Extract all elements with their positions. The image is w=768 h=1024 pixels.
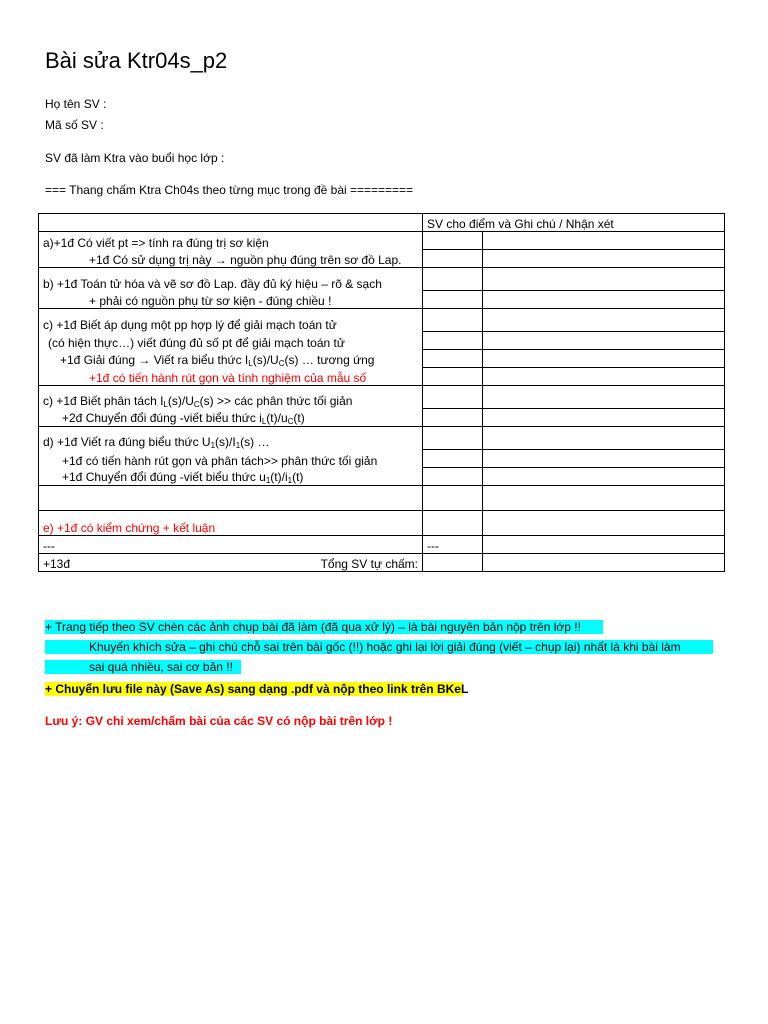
page-title: Bài sửa Ktr04s_p2 (45, 48, 228, 73)
score-cell[interactable] (423, 386, 483, 409)
criterion-c2: (có hiện thực…) viết đúng đủ số pt để giải mạch toán tử (39, 332, 423, 350)
comment-cell[interactable] (483, 409, 725, 427)
table-row (39, 427, 725, 450)
table-row (39, 511, 725, 536)
comment-cell[interactable] (483, 250, 725, 268)
criterion-c1: c) +1đ Biết áp dụng một pp hợp lý để giải mạch toán tử (39, 309, 423, 332)
criterion-d1: d) +1đ Viết ra đúng biểu thức $U_1(s)/I_1(s)$ … (39, 427, 423, 450)
table-row (39, 232, 725, 250)
comment-cell[interactable] (483, 427, 725, 450)
table-row (39, 450, 725, 468)
score-cell[interactable] (423, 368, 483, 386)
comment-cell[interactable] (483, 468, 725, 486)
student-id-label: Mã số SV : (45, 118, 104, 132)
table-row (39, 332, 725, 350)
score-cell[interactable] (423, 268, 483, 291)
max-total: +13đ (43, 557, 71, 571)
score-cell[interactable] (423, 250, 483, 268)
table-row (39, 291, 725, 309)
total-cell (39, 554, 423, 572)
note-insert-photos: + Trang tiếp theo SV chèn các ảnh chụp bài đã làm (đã qua xử lý) – là bài nguyên bản nộp trên lớp !! (45, 620, 603, 634)
criterion-a1: a)+1đ Có viết pt => tính ra đúng trị sơ kiện (39, 232, 423, 250)
score-cell[interactable] (423, 468, 483, 486)
score-cell[interactable] (423, 291, 483, 309)
comment-cell[interactable] (483, 511, 725, 536)
self-score-cell[interactable] (423, 554, 483, 572)
score-cell[interactable] (423, 427, 483, 450)
criterion-b1: b) +1đ Toán tử hóa và vẽ sơ đồ Lap. đầy đủ ký hiệu – rõ & sạch (39, 268, 423, 291)
score-cell[interactable] (423, 332, 483, 350)
score-cell[interactable] (423, 486, 483, 511)
criterion-d2: +1đ có tiến hành rút gọn và phân tách>> phân thức tối giản (39, 450, 423, 468)
total-row (39, 554, 725, 572)
score-cell[interactable] (423, 350, 483, 368)
criterion-c5: c) +1đ Biết phân tách $I_L(s)/U_C(s)$ >> các phân thức tối giản (39, 386, 423, 409)
comment-cell[interactable] (483, 232, 725, 250)
grading-scale-heading: === Thang chấm Ktra Ch04s theo từng mục trong đề bài ========= (45, 183, 414, 197)
note-encourage-correction: Khuyến khích sửa – ghi chú chỗ sai trên bài gốc (!!) hoặc ghi lại lời giải đúng (viết – chụp lại) nhất là khi bài làm (45, 640, 713, 654)
table-header-row (39, 214, 725, 232)
student-name-label: Họ tên SV : (45, 97, 107, 111)
score-cell[interactable] (423, 409, 483, 427)
separator-right: --- (423, 536, 483, 554)
table-row (39, 268, 725, 291)
criterion-c4: +1đ có tiến hành rút gọn và tính nghiệm của mẫu số (39, 368, 423, 386)
separator-left: --- (39, 536, 423, 554)
column-header: SV cho điểm và Ghi chú / Nhận xét (423, 214, 725, 232)
score-cell[interactable] (423, 511, 483, 536)
score-cell[interactable] (423, 232, 483, 250)
comment-cell[interactable] (483, 332, 725, 350)
criterion-c6: +2đ Chuyển đổi đúng -viết biểu thức $i_L(t)/u_C(t)$ (39, 409, 423, 427)
note-many-errors: sai quá nhiều, sai cơ bản !! (45, 660, 241, 674)
criterion-a2: +1đ Có sử dụng trị này → nguồn phụ đúng trên sơ đồ Lap. (39, 250, 423, 268)
score-cell[interactable] (423, 309, 483, 332)
grading-table (38, 213, 725, 572)
score-cell[interactable] (423, 450, 483, 468)
note-teacher-warning: Lưu ý: GV chỉ xem/chấm bài của các SV có nộp bài trên lớp ! (45, 714, 393, 728)
comment-cell[interactable] (483, 554, 725, 572)
note-save-as-pdf: + Chuyển lưu file này (Save As) sang dạng .pdf và nộp theo link trên BKeL (45, 682, 469, 696)
table-row (39, 486, 725, 511)
comment-cell[interactable] (483, 486, 725, 511)
table-row (39, 250, 725, 268)
criterion-e1: e) +1đ có kiểm chứng + kết luận (39, 511, 423, 536)
table-row (39, 468, 725, 486)
table-row (39, 386, 725, 409)
criterion-b2: + phải có nguồn phụ từ sơ kiện - đúng chiều ! (39, 291, 423, 309)
comment-cell[interactable] (483, 291, 725, 309)
table-row (39, 409, 725, 427)
table-row (39, 368, 725, 386)
criterion-c3: +1đ Giải đúng → Viết ra biểu thức $I_L(s)/U_C(s)$ … tương ứng (39, 350, 423, 368)
table-row (39, 350, 725, 368)
comment-cell[interactable] (483, 309, 725, 332)
comment-cell[interactable] (483, 268, 725, 291)
self-score-label: Tổng SV tự chấm: (320, 557, 418, 571)
table-row (39, 309, 725, 332)
table-row (39, 536, 725, 554)
comment-cell[interactable] (483, 386, 725, 409)
class-session-label: SV đã làm Ktra vào buổi học lớp : (45, 151, 225, 165)
comment-cell[interactable] (483, 350, 725, 368)
comment-cell[interactable] (483, 368, 725, 386)
comment-cell[interactable] (483, 450, 725, 468)
criterion-d3: +1đ Chuyển đổi đúng -viết biểu thức $u_1(t)/i_1(t)$ (39, 468, 423, 486)
